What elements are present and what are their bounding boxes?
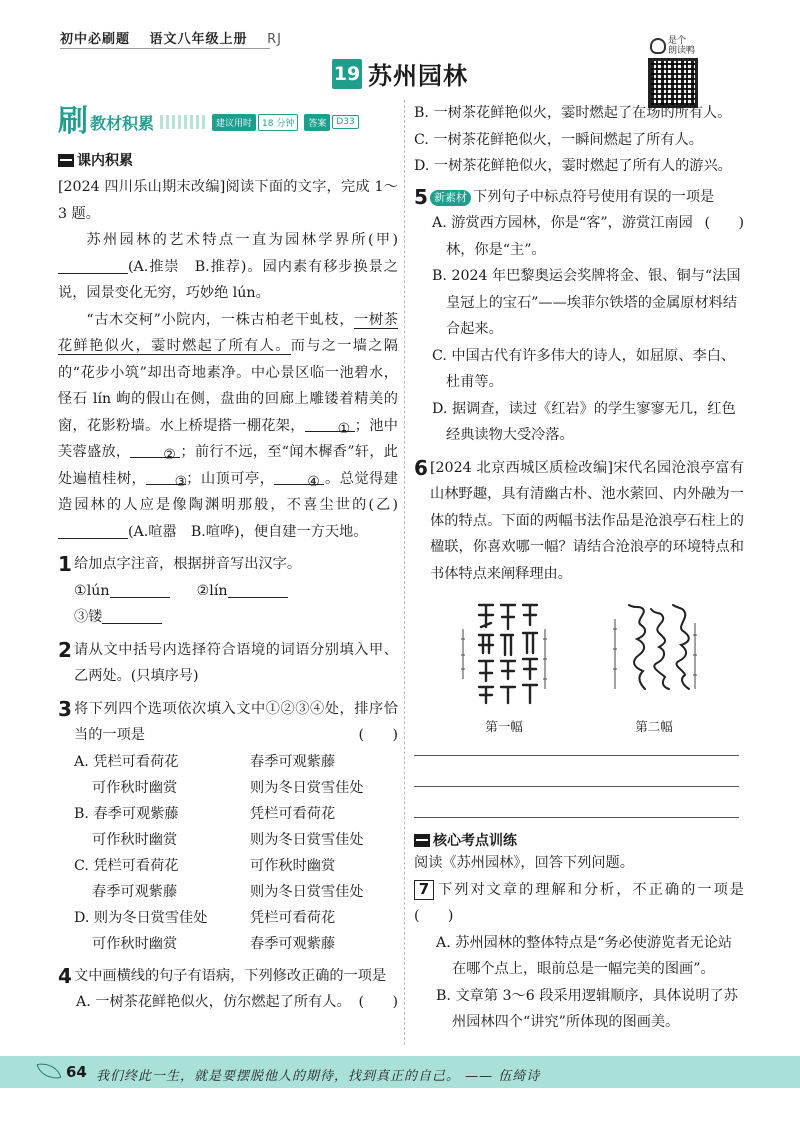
leaf-icon <box>37 1060 62 1082</box>
question-4 <box>58 963 398 1016</box>
banner-title: 教材积累 <box>90 113 155 133</box>
page-header <box>0 0 800 92</box>
blank-1-num: ① <box>337 420 351 437</box>
answer-blank[interactable] <box>110 582 170 598</box>
answer-line-2[interactable] <box>414 786 739 787</box>
option-b-2: 凭栏可看荷花 <box>250 805 336 822</box>
q3-options <box>74 749 398 957</box>
question-5 <box>414 184 744 449</box>
lesson-heading <box>332 56 468 91</box>
calligraphy-1-caption: 第一幅 <box>485 719 523 734</box>
blank-4[interactable] <box>274 469 324 490</box>
option-d[interactable]: D. 据调查，读过《红岩》的学生寥寥无几，红色经典读物大受冷落。 <box>432 400 736 443</box>
option-b[interactable]: B. 2024 年巴黎奥运会奖牌将金、银、铜与“法国皇冠上的宝石”——埃菲尔铁塔的金属原材料结合起来。 <box>432 268 741 337</box>
option-c[interactable]: C. 中国古代有许多伟大的诗人，如屈原、李白、杜甫等。 <box>432 347 736 390</box>
calligraphy-2 <box>599 599 709 735</box>
option-a[interactable]: A. 苏州园林的整体特点是“务必使游览者无论站在哪个点上，眼前总是一幅完美的图画”。 <box>436 934 733 977</box>
question-number: 4 <box>58 963 72 988</box>
question-number: 6 <box>414 455 428 480</box>
option-c-4: 则为冬日赏雪佳处 <box>250 883 364 900</box>
para2-text-c: ；池中芙蓉盛放， <box>58 417 398 460</box>
option-c-3: 春季可观紫藤 <box>92 883 178 900</box>
page-number: 64 <box>66 1063 87 1081</box>
question-text <box>74 696 398 749</box>
option-b-3: 可作秋时幽赏 <box>92 831 178 848</box>
question-number: 2 <box>58 637 72 662</box>
footer-quote: 我们终此一生，就是要摆脱他人的期待，找到真正的自己。 —— 伍绮诗 <box>96 1069 541 1084</box>
option-d-1[interactable]: D. 则为冬日赏雪佳处 <box>74 909 208 926</box>
stripe-decoration <box>160 115 206 129</box>
reading-intro: [2024 四川乐山期末改编]阅读下面的文字，完成 1～3 题。 <box>58 179 398 222</box>
brush-glyph: 刷 <box>58 104 88 139</box>
lesson-title: 苏州园林 <box>368 62 468 90</box>
q1-answers <box>74 578 398 605</box>
blank-jia[interactable] <box>58 258 128 274</box>
reading-para-2 <box>58 307 398 546</box>
blank-3[interactable] <box>146 469 188 490</box>
time-label: 建议用时 <box>212 114 256 131</box>
option-a-2: 春季可观紫藤 <box>250 753 336 770</box>
question-text <box>430 184 744 231</box>
option-a-3: 可作秋时幽赏 <box>92 779 178 796</box>
question-text: 给加点字注音，根据拼音写出汉字。 <box>74 556 302 572</box>
subject-name: 语文八年级上册 <box>149 32 248 47</box>
calligraphy-1-image <box>449 599 559 709</box>
section-banner <box>58 106 398 138</box>
question-number: 7 <box>414 880 434 900</box>
option-b[interactable]: B. 文章第 3～6 段采用逻辑顺序，具体说明了苏州园林四个“讲究”所体现的图画美。 <box>436 987 738 1030</box>
right-column <box>414 100 744 1036</box>
option-c[interactable]: C. 一树茶花鲜艳似火，一瞬间燃起了所有人。 <box>414 131 703 148</box>
question-number: 3 <box>58 696 72 721</box>
option-a-1[interactable]: A. 凭栏可看荷花 <box>74 753 179 770</box>
time-value: 18 分钟 <box>258 114 298 131</box>
q1-item-c: ③镂 <box>74 609 103 625</box>
para2-text-f: 。总觉得建造园林的人应是像陶渊明那般，不喜尘世的(乙) <box>58 470 398 513</box>
section-heading-2 <box>414 830 744 850</box>
answer-page: D33 <box>332 115 358 129</box>
section-title: 课内积累 <box>77 153 133 169</box>
question-7 <box>414 877 744 930</box>
blank-3-num: ③ <box>174 473 188 490</box>
calligraphy-2-caption: 第二幅 <box>635 719 673 734</box>
question-number: 5 <box>414 184 428 209</box>
para1-text-b: (A.推崇 B.推荐)。园内素有移步换景之说，园景变化无穷，巧妙绝 lún。 <box>58 258 398 301</box>
duck-logo-icon <box>650 38 666 54</box>
underlined-sentence: 一树茶花鲜艳似火，霎时燃起了所有人。 <box>58 311 398 354</box>
calligraphy-2-image <box>599 599 709 709</box>
answer-line-3[interactable] <box>414 817 739 818</box>
left-column <box>58 98 398 1016</box>
para1-text-a: 苏州园林的艺术特点一直为园林学界所(甲) <box>86 232 398 248</box>
answer-blank[interactable] <box>228 582 288 598</box>
blank-2[interactable] <box>130 442 180 463</box>
answer-label: 答案 <box>304 114 330 131</box>
answer-bracket[interactable]: ( ) <box>358 994 398 1010</box>
question-1 <box>58 551 398 631</box>
para2-text-d: ；前行不远，至“闻木樨香”轩，此处遍植桂树， <box>58 444 398 487</box>
edition-label: RJ <box>267 32 282 47</box>
calligraphy-1 <box>449 599 559 735</box>
section-heading-1 <box>58 150 398 170</box>
answer-blank[interactable] <box>102 608 162 624</box>
answer-bracket[interactable]: ( ) <box>358 727 398 743</box>
question-3 <box>58 696 398 957</box>
section-title: 核心考点训练 <box>433 833 517 849</box>
question-2 <box>58 637 398 690</box>
option-a[interactable]: A. 一树茶花鲜艳似火，仿尔燃起了所有人。 <box>76 994 351 1010</box>
page-footer <box>0 1056 800 1088</box>
q4-stem: 文中画横线的句子有语病，下列修改正确的一项是 <box>74 967 387 984</box>
q1-item-a: ①lún <box>74 582 110 599</box>
q3-stem: 将下列四个选项依次填入文中①②③④处，排序恰当的一项是 <box>74 700 398 743</box>
option-c-1[interactable]: C. 凭栏可看荷花 <box>74 857 179 874</box>
para2-text-g: (A.喧嚣 B.喧哗)，便自建一方天地。 <box>128 523 368 540</box>
q5-stem: 下列句子中标点符号使用有误的一项是 <box>473 188 715 205</box>
question-text: 请从文中括号内选择符合语境的词语分别填入甲、乙两处。(只填序号) <box>74 641 398 684</box>
q7-stem: 下列对文章的理解和分析，不正确的一项是( ) <box>414 881 744 924</box>
q1-item-b: ②lín <box>196 582 228 599</box>
option-d-2: 凭栏可看荷花 <box>250 909 336 926</box>
blank-1[interactable] <box>305 416 355 437</box>
option-c-2: 可作秋时幽赏 <box>250 857 336 874</box>
calligraphy-pair <box>414 599 744 735</box>
book-name: 初中必刷题 <box>60 32 131 47</box>
option-d-4: 春季可观紫藤 <box>250 935 336 952</box>
para2-text-a: “古木交柯”小院内，一株古柏老干虬枝， <box>86 311 355 328</box>
q1-answers-2 <box>74 604 398 631</box>
question-number: 1 <box>58 552 72 576</box>
option-b-1[interactable]: B. 春季可观紫藤 <box>74 805 179 822</box>
para2-text-b: 而与之一墙之隔的“花步小筑”却出奇地素净。中心景区临一池碧水，怪石 lín 峋的假山在侧，盘曲的回廊上雕镂着精美的窗，花影粉墙。水上桥堤搭一棚花架， <box>58 338 398 434</box>
section2-intro: 阅读《苏州园林》，回答下列问题。 <box>414 855 634 871</box>
option-d[interactable]: D. 一树茶花鲜艳似火，霎时燃起了所有人的游兴。 <box>414 158 732 174</box>
question-text: [2024 北京西城区质检改编]宋代名园沧浪亭富有山林野趣，具有清幽古朴、池水萦回、内外融为一体的特点。下面的两幅书法作品是沧浪亭石柱上的楹联，你喜欢哪一幅？请结合沧浪亭的环境特点和书体特点来阐释理由。 <box>430 459 744 582</box>
option-a[interactable]: A. 游赏西方园林，你是“客”，游赏江南园林，你是“主”。 <box>432 215 693 258</box>
qr-label-2: 朗读鸭 <box>668 46 696 56</box>
blank-2-num: ② <box>163 447 176 463</box>
new-material-badge: 新素材 <box>430 190 471 206</box>
answer-bracket[interactable]: ( ) <box>704 215 744 231</box>
lesson-number: 19 <box>332 59 362 89</box>
reading-para-1 <box>58 227 398 307</box>
section-icon <box>414 834 430 847</box>
breadcrumb <box>60 28 296 47</box>
para2-text-e: ；山顶可亭， <box>186 470 275 487</box>
option-a-4: 则为冬日赏雪佳处 <box>250 779 364 796</box>
option-b-4: 则为冬日赏雪佳处 <box>250 831 364 848</box>
blank-yi[interactable] <box>58 523 128 539</box>
header-rule <box>60 48 270 49</box>
option-b[interactable]: B. 一树茶花鲜艳似火，霎时燃起了在场的所有人。 <box>414 105 732 121</box>
question-6 <box>414 455 744 588</box>
qr-block[interactable] <box>648 36 700 108</box>
qr-label-1: 是个 <box>668 36 687 46</box>
blank-4-num: ④ <box>307 473 321 490</box>
answer-line-1[interactable] <box>414 755 739 756</box>
section-icon <box>58 154 74 167</box>
option-d-3: 可作秋时幽赏 <box>92 935 178 952</box>
